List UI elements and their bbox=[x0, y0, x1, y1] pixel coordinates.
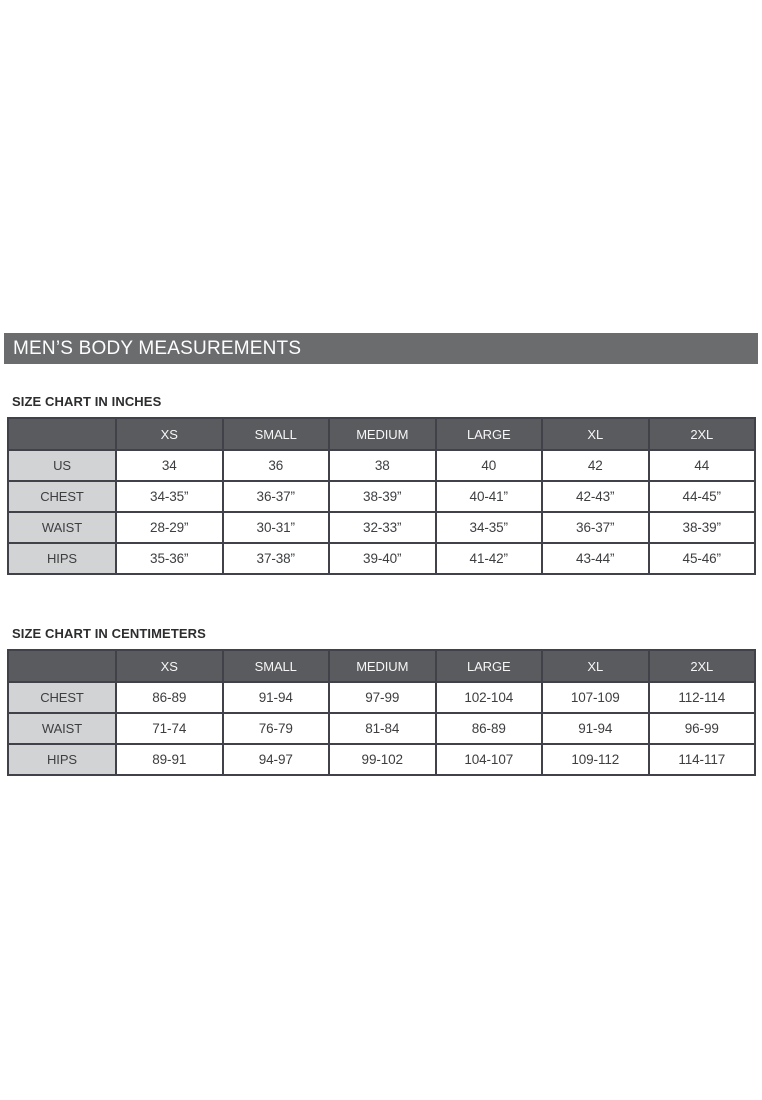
table-row bbox=[8, 543, 755, 574]
size-chart-section bbox=[0, 395, 762, 575]
size-cell: 40 bbox=[436, 450, 543, 481]
size-cell: 89-91 bbox=[116, 744, 223, 775]
column-header: XL bbox=[542, 650, 649, 682]
size-cell: 35-36” bbox=[116, 543, 223, 574]
table-row bbox=[8, 744, 755, 775]
table-row bbox=[8, 713, 755, 744]
size-cell: 40-41” bbox=[436, 481, 543, 512]
table-row bbox=[8, 450, 755, 481]
size-cell: 99-102 bbox=[329, 744, 436, 775]
size-cell: 38-39” bbox=[329, 481, 436, 512]
size-cell: 45-46” bbox=[649, 543, 756, 574]
row-label: WAIST bbox=[8, 713, 116, 744]
table-row bbox=[8, 481, 755, 512]
row-label: HIPS bbox=[8, 543, 116, 574]
size-cell: 41-42” bbox=[436, 543, 543, 574]
size-table-inches bbox=[7, 417, 756, 575]
column-header: XL bbox=[542, 418, 649, 450]
column-header: 2XL bbox=[649, 418, 756, 450]
size-cell: 91-94 bbox=[542, 713, 649, 744]
row-label: CHEST bbox=[8, 682, 116, 713]
page-title: MEN’S BODY MEASUREMENTS bbox=[4, 333, 758, 364]
size-cell: 42 bbox=[542, 450, 649, 481]
size-cell: 96-99 bbox=[649, 713, 756, 744]
size-cell: 30-31” bbox=[223, 512, 330, 543]
size-cell: 36 bbox=[223, 450, 330, 481]
size-cell: 34 bbox=[116, 450, 223, 481]
row-label: CHEST bbox=[8, 481, 116, 512]
corner-cell bbox=[8, 418, 116, 450]
size-cell: 34-35” bbox=[116, 481, 223, 512]
size-table-centimeters bbox=[7, 649, 756, 776]
column-header: MEDIUM bbox=[329, 418, 436, 450]
size-cell: 43-44” bbox=[542, 543, 649, 574]
size-cell: 44 bbox=[649, 450, 756, 481]
column-header: SMALL bbox=[223, 650, 330, 682]
size-cell: 28-29” bbox=[116, 512, 223, 543]
size-cell: 107-109 bbox=[542, 682, 649, 713]
size-cell: 37-38” bbox=[223, 543, 330, 574]
size-cell: 38-39” bbox=[649, 512, 756, 543]
column-header: XS bbox=[116, 418, 223, 450]
header-row bbox=[8, 650, 755, 682]
size-cell: 34-35” bbox=[436, 512, 543, 543]
row-label: US bbox=[8, 450, 116, 481]
size-cell: 97-99 bbox=[329, 682, 436, 713]
column-header: 2XL bbox=[649, 650, 756, 682]
size-cell: 91-94 bbox=[223, 682, 330, 713]
size-cell: 94-97 bbox=[223, 744, 330, 775]
size-cell: 32-33” bbox=[329, 512, 436, 543]
section-label: SIZE CHART IN INCHES bbox=[12, 394, 162, 409]
size-cell: 71-74 bbox=[116, 713, 223, 744]
size-chart-section bbox=[0, 627, 762, 776]
size-cell: 102-104 bbox=[436, 682, 543, 713]
column-header: XS bbox=[116, 650, 223, 682]
row-label: WAIST bbox=[8, 512, 116, 543]
column-header: MEDIUM bbox=[329, 650, 436, 682]
size-cell: 42-43” bbox=[542, 481, 649, 512]
table-row bbox=[8, 512, 755, 543]
size-cell: 81-84 bbox=[329, 713, 436, 744]
size-cell: 112-114 bbox=[649, 682, 756, 713]
table-row bbox=[8, 682, 755, 713]
column-header: SMALL bbox=[223, 418, 330, 450]
header-row bbox=[8, 418, 755, 450]
size-cell: 36-37” bbox=[223, 481, 330, 512]
corner-cell bbox=[8, 650, 116, 682]
size-cell: 38 bbox=[329, 450, 436, 481]
size-cell: 86-89 bbox=[116, 682, 223, 713]
size-cell: 114-117 bbox=[649, 744, 756, 775]
size-cell: 104-107 bbox=[436, 744, 543, 775]
size-cell: 86-89 bbox=[436, 713, 543, 744]
size-cell: 109-112 bbox=[542, 744, 649, 775]
row-label: HIPS bbox=[8, 744, 116, 775]
section-label: SIZE CHART IN CENTIMETERS bbox=[12, 626, 206, 641]
size-chart-sections bbox=[0, 395, 762, 776]
size-cell: 36-37” bbox=[542, 512, 649, 543]
top-whitespace bbox=[0, 0, 762, 333]
size-cell: 76-79 bbox=[223, 713, 330, 744]
size-cell: 39-40” bbox=[329, 543, 436, 574]
column-header: LARGE bbox=[436, 650, 543, 682]
size-cell: 44-45” bbox=[649, 481, 756, 512]
column-header: LARGE bbox=[436, 418, 543, 450]
